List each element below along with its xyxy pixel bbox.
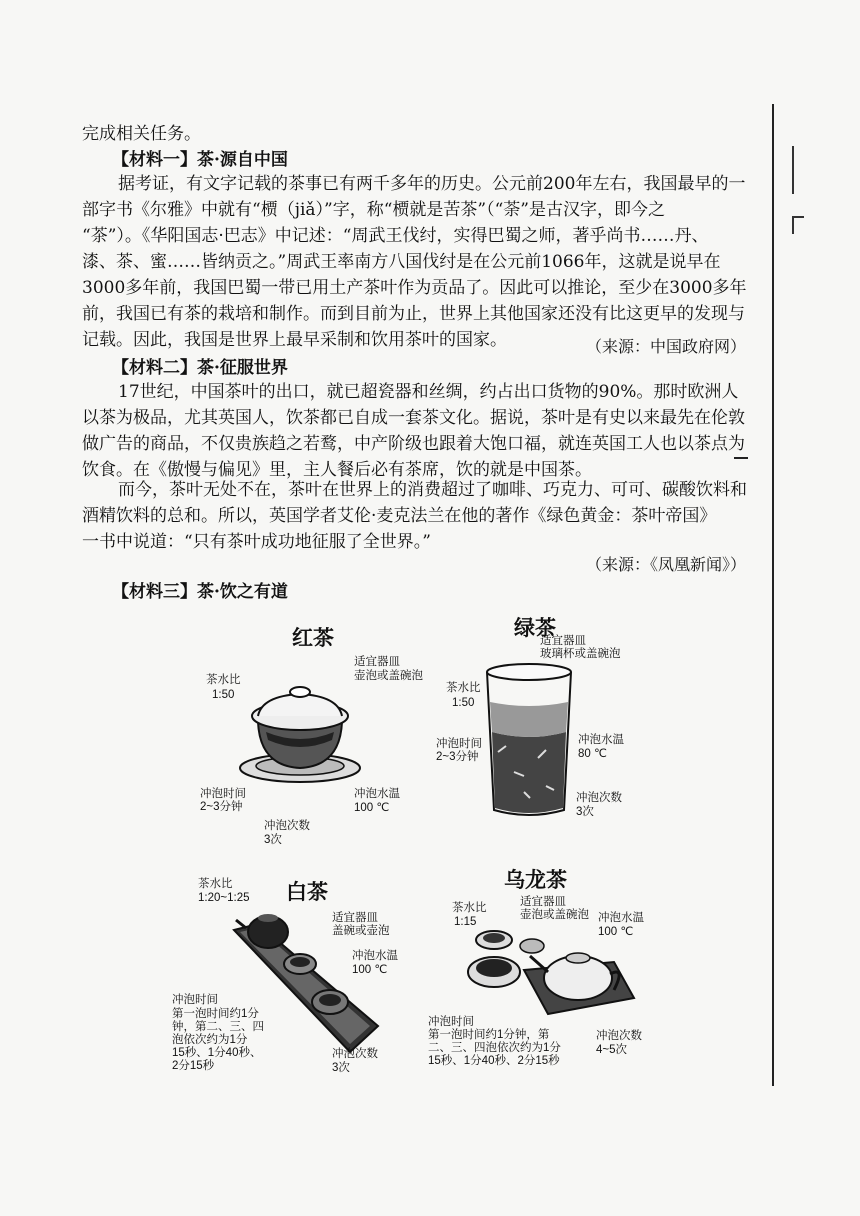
green-temp-label: 冲泡水温: [578, 734, 624, 746]
white-temp-label: 冲泡水温: [352, 950, 398, 962]
m2-line: 做广告的商品，不仅贵族趋之若鹜，中产阶级也跟着大饱口福，就连英国工人也以茶点为: [82, 434, 745, 454]
m1-line: “茶”）。《华阳国志·巴志》中记述：“周武王伐纣，实得巴蜀之师，著乎尚书……丹、: [82, 226, 709, 246]
gaiwan-illustration: [236, 680, 366, 792]
white-time-line: 钟，第二、三、四: [172, 1021, 264, 1033]
oolong-vessel-label: 适宜器皿: [520, 896, 566, 908]
glass-cup-illustration: [484, 662, 574, 820]
white-vessel-label: 适宜器皿: [332, 912, 378, 924]
m1-source: （来源：中国政府网）: [586, 337, 747, 356]
green-count-value: 3次: [576, 806, 594, 818]
m1-line: 记载。因此，我国是世界上最早采制和饮用茶叶的国家。: [82, 330, 507, 350]
oolong-temp-value: 100 ℃: [598, 926, 634, 938]
black-time-value: 2~3分钟: [200, 801, 243, 813]
black-count-value: 3次: [264, 834, 282, 846]
black-tea-title: 红茶: [292, 626, 334, 650]
oolong-time-label: 冲泡时间: [428, 1016, 474, 1028]
green-temp-value: 80 ℃: [578, 748, 607, 760]
m2-source: （来源：《凤凰新闻》）: [586, 555, 747, 574]
m1-line: 前，我国已有茶的栽培和制作。而到目前为止，世界上其他国家还没有比这更早的发现与: [82, 304, 745, 324]
white-ratio-label: 茶水比: [198, 878, 233, 890]
oolong-tea-title: 乌龙茶: [504, 868, 567, 892]
material-1-heading: 【材料一】茶·源自中国: [112, 150, 288, 170]
oolong-ratio-label: 茶水比: [452, 902, 487, 914]
oolong-vessel-value: 壶泡或盖碗泡: [520, 909, 589, 921]
green-vessel-label: 适宜器皿: [540, 635, 586, 647]
black-ratio-value: 1:50: [212, 689, 235, 701]
margin-mark: [792, 146, 794, 194]
black-count-label: 冲泡次数: [264, 820, 310, 832]
m2-line: 而今，茶叶无处不在，茶叶在世界上的消费超过了咖啡、巧克力、可可、碳酸饮料和: [118, 480, 747, 500]
m1-line: 3000多年前，我国巴蜀一带已用土产茶叶作为贡品了。因此可以推论，至少在3000多年: [82, 278, 747, 298]
black-ratio-label: 茶水比: [206, 674, 241, 686]
black-vessel-value: 壶泡或盖碗泡: [354, 670, 423, 682]
m2-line: 以茶为极品，尤其英国人，饮茶都已自成一套茶文化。据说，茶叶是有史以来最先在伦敦: [82, 408, 745, 428]
white-temp-value: 100 ℃: [352, 964, 388, 976]
oolong-count-label: 冲泡次数: [596, 1030, 642, 1042]
black-temp-value: 100 ℃: [354, 802, 390, 814]
green-vessel-value: 玻璃杯或盖碗泡: [540, 648, 621, 660]
green-time-value: 2~3分钟: [436, 751, 479, 763]
material-3-heading: 【材料三】茶·饮之有道: [112, 582, 288, 602]
stray-dash: [734, 457, 748, 459]
m1-line: 部字书《尔雅》中就有“槚（jiǎ）”字，称“槚就是苦茶”（“荼”是古汉字，即今之: [82, 200, 665, 220]
oolong-time-line: 第一泡时间约1分钟，第: [428, 1029, 550, 1041]
oolong-ratio-value: 1:15: [454, 916, 477, 928]
black-vessel-label: 适宜器皿: [354, 656, 400, 668]
black-temp-label: 冲泡水温: [354, 788, 400, 800]
material-2-heading: 【材料二】茶·征服世界: [112, 358, 288, 378]
white-time-line: 泡依次约为1分: [172, 1034, 248, 1046]
m2-line: 酒精饮料的总和。所以，英国学者艾伦·麦克法兰在他的著作《绿色黄金：茶叶帝国》: [82, 506, 717, 526]
m1-line: 据考证，有文字记载的茶事已有两千多年的历史。公元前200年左右，我国最早的一: [118, 174, 746, 194]
white-time-line: 第一泡时间约1分: [172, 1008, 259, 1020]
green-ratio-label: 茶水比: [446, 682, 481, 694]
white-count-label: 冲泡次数: [332, 1048, 378, 1060]
green-count-label: 冲泡次数: [576, 792, 622, 804]
m2-line: 饮食。在《傲慢与偏见》里，主人餐后必有茶席，饮的就是中国茶。: [82, 460, 592, 480]
white-vessel-value: 盖碗或壶泡: [332, 925, 390, 937]
black-time-label: 冲泡时间: [200, 788, 246, 800]
oolong-time-line: 15秒、1分40秒、2分15秒: [428, 1055, 560, 1067]
white-time-line: 15秒、1分40秒、: [172, 1047, 262, 1059]
white-time-label: 冲泡时间: [172, 994, 218, 1006]
white-tea-title: 白茶: [286, 880, 328, 904]
oolong-count-value: 4~5次: [596, 1044, 628, 1056]
green-ratio-value: 1:50: [452, 697, 475, 709]
m2-line: 一书中说道：“只有茶叶成功地征服了全世界。”: [82, 532, 431, 552]
green-tea-title: 绿茶: [514, 616, 556, 640]
margin-corner-mark: [792, 216, 804, 234]
page-margin-line: [772, 104, 774, 1086]
m1-line: 漆、茶、蜜……皆纳贡之。”周武王率南方八国伐纣是在公元前1066年，这就是说早在: [82, 252, 721, 272]
oolong-temp-label: 冲泡水温: [598, 912, 644, 924]
green-time-label: 冲泡时间: [436, 738, 482, 750]
m2-line: 17世纪，中国茶叶的出口，就已超瓷器和丝绸，约占出口货物的90%。那时欧洲人: [118, 382, 739, 402]
intro-text: 完成相关任务。: [82, 124, 201, 144]
oolong-time-line: 二、三、四泡依次约为1分: [428, 1042, 561, 1054]
white-count-value: 3次: [332, 1062, 350, 1074]
white-time-line: 2分15秒: [172, 1060, 215, 1072]
white-ratio-value: 1:20~1:25: [198, 892, 250, 904]
